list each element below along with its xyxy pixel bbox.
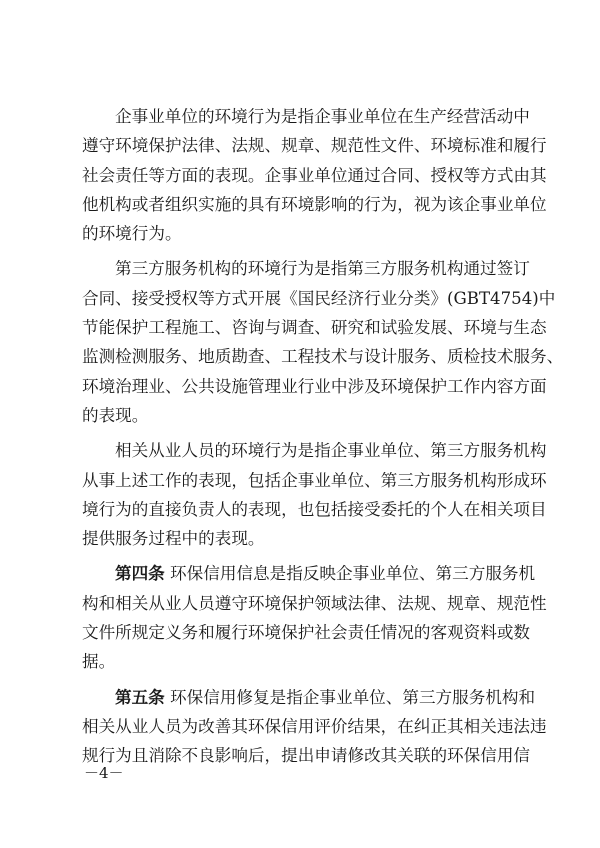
text-line: 合同、接受授权等方式开展《国民经济行业分类》(GBT4754)中 [82,288,556,308]
paragraph-enterprise-behavior [82,102,547,248]
text-line: 他机构或者组织实施的具有环境影响的行为，视为该企事业单位 [82,194,547,214]
text-line: 相关从业人员为改善其环保信用评价结果，在纠正其相关违法违 [82,716,547,736]
article-4 [82,559,547,676]
text-line: 的表现。 [82,405,149,425]
article-number: 第四条 [115,564,165,584]
paragraph-third-party-behavior [82,254,564,430]
text-line: 境行为的直接负责人的表现，也包括接受委托的个人在相关项目 [82,499,547,519]
text-line: 节能保护工程施工、咨询与调查、研究和试验发展、环境与生态 [82,318,547,338]
text-line: 构和相关从业人员遵守环境保护领域法律、法规、规章、规范性 [82,593,547,613]
page-number: －4－ [84,764,124,782]
text-line: 的环境行为。 [82,224,182,244]
text-line: 社会责任等方面的表现。企事业单位通过合同、授权等方式由其 [82,165,547,185]
paragraph-personnel-behavior [82,436,547,553]
text-line: 企事业单位的环境行为是指企事业单位在生产经营活动中 [115,107,530,126]
article-number: 第五条 [115,687,165,707]
text-line: 据。 [82,652,116,672]
text-line: 遵守环境保护法律、法规、规章、规范性文件、环境标准和履行 [82,136,547,156]
text-line: 第三方服务机构的环境行为是指第三方服务机构通过签订 [115,259,530,279]
text-line: 提供服务过程中的表现。 [82,529,265,549]
text-line [82,559,536,588]
text-line: 监测检测服务、地质勘查、工程技术与设计服务、质检技术服务、 [82,347,564,367]
article-5 [82,683,547,771]
document-body [82,102,564,777]
text-line: 规行为且消除不良影响后，提出申请修改其关联的环保信用信 [82,746,531,766]
article-text: 环保信用信息是指反映企事业单位、第三方服务机 [164,564,536,584]
text-line: 相关从业人员的环境行为是指企事业单位、第三方服务机构 [115,441,547,461]
text-line: 文件所规定义务和履行环境保护社会责任情况的客观资料或数 [82,623,531,643]
text-line: 环境治理业、公共设施管理业行业中涉及环境保护工作内容方面 [82,376,547,396]
text-line [82,683,536,712]
text-line: 从事上述工作的表现，包括企事业单位、第三方服务机构形成环 [82,470,547,490]
article-text: 环保信用修复是指企事业单位、第三方服务机构和 [164,687,536,707]
